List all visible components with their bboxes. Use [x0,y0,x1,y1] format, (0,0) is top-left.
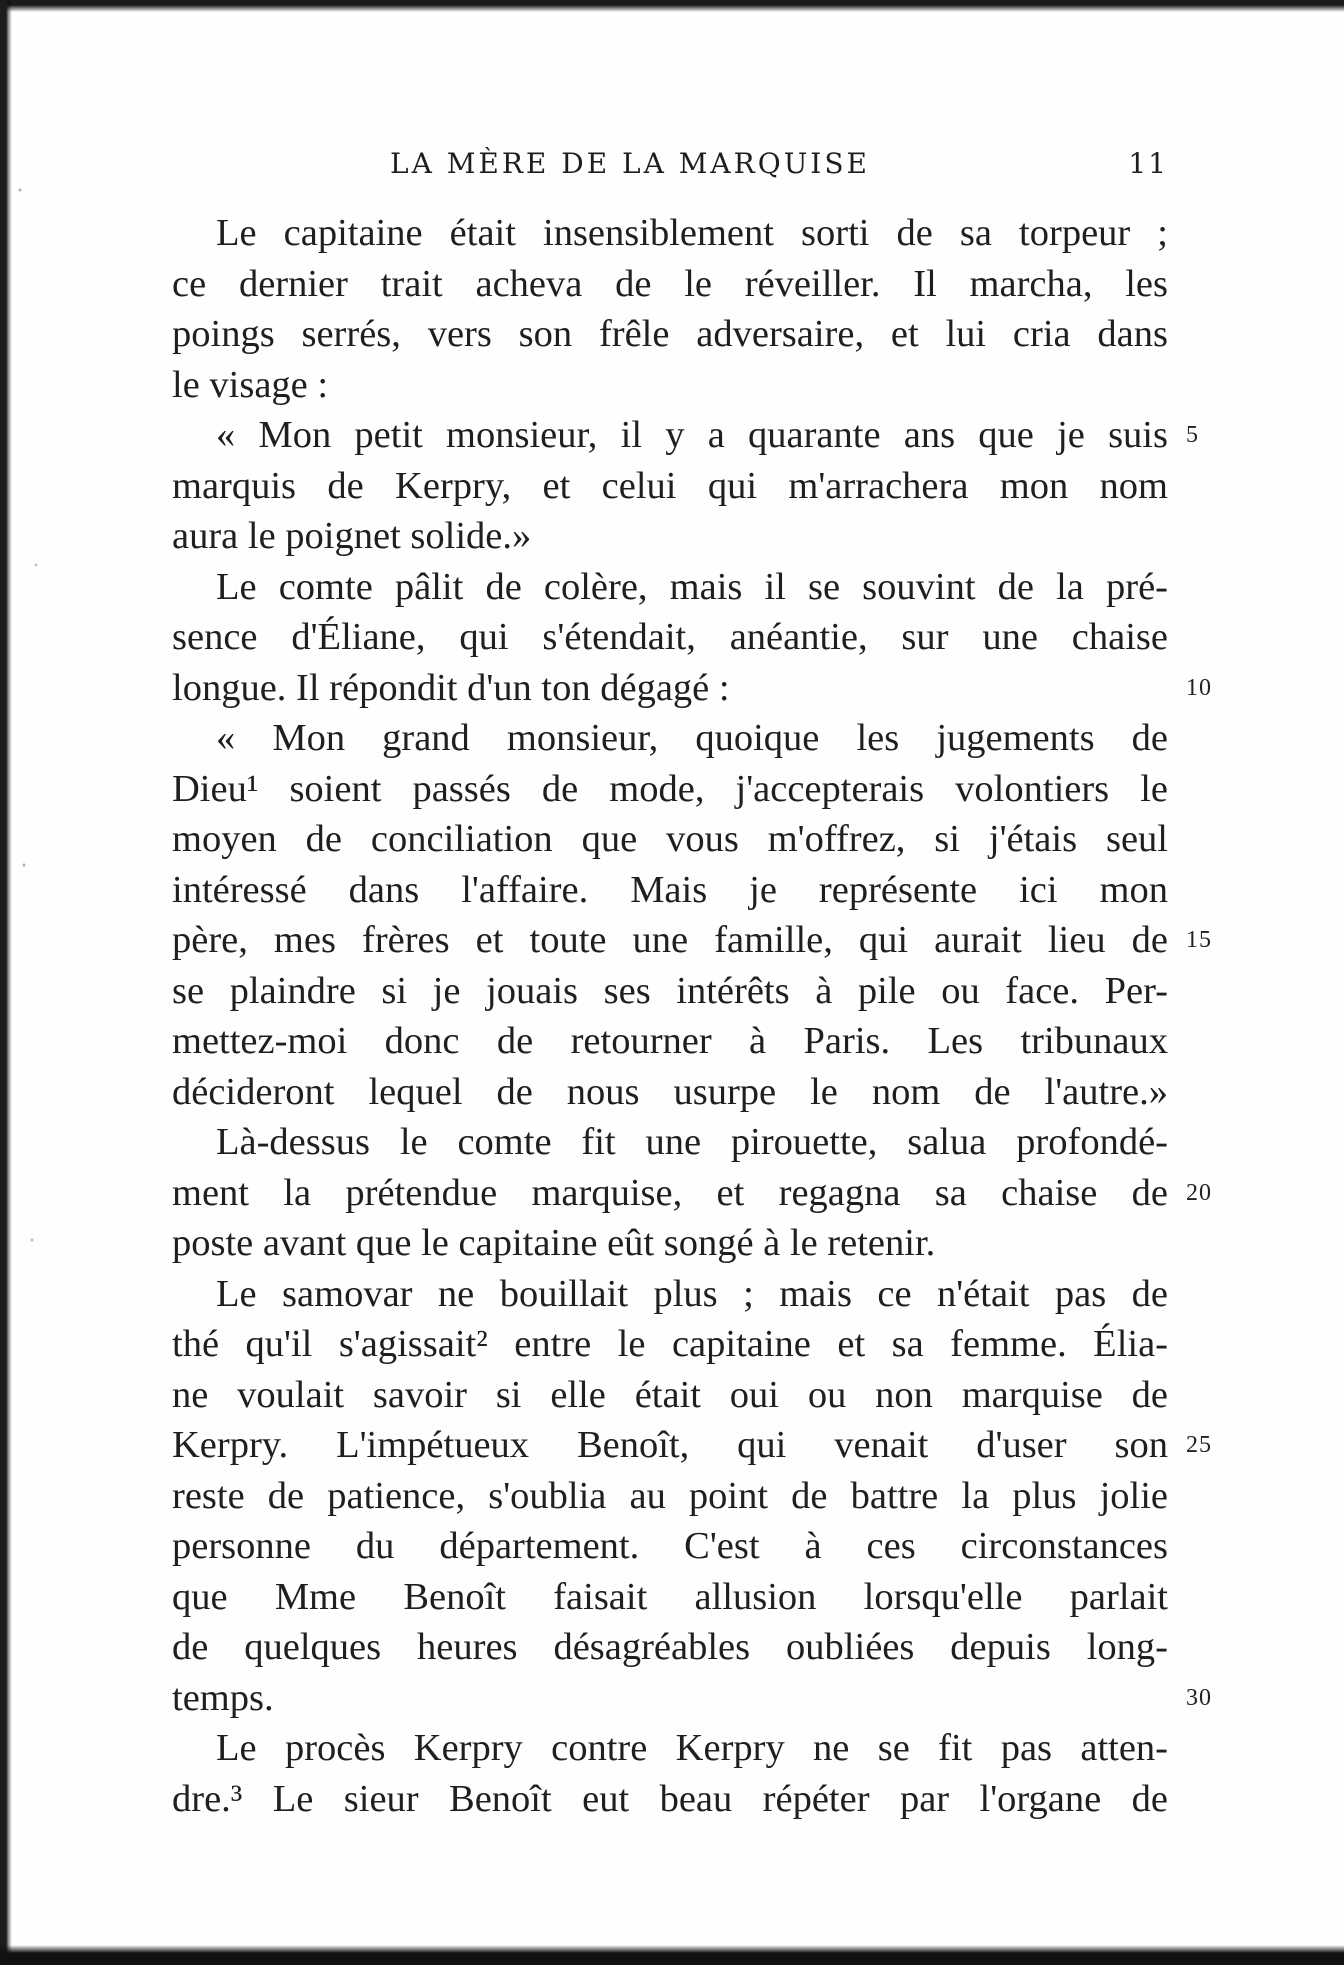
line-text: mettez-moi donc de retourner à Paris. Les tribunaux [172,1020,1168,1062]
line-text: dre.³ Le sieur Benoît eut beau répéter par l'organe de [172,1777,1168,1820]
running-title: LA MÈRE DE LA MARQUISE [390,147,870,180]
line-number: 5 [1186,422,1199,448]
line-text: « Mon petit monsieur, il y a quarante ans que je suis [216,414,1168,456]
line-text: Kerpry. L'impétueux Benoît, qui venait d'user son [172,1424,1168,1466]
line-text: ce dernier trait acheva de le réveiller. Il marcha, les [172,262,1168,305]
line-number: 15 [1186,927,1212,953]
line-text: ment la prétendue marquise, et regagna sa chaise de [172,1171,1168,1214]
line-number: 25 [1186,1432,1212,1458]
text-line [172,1622,1168,1673]
text-line [172,713,1168,764]
text-line [172,865,1168,916]
line-text: temps. [172,1676,274,1719]
text-line [172,966,1168,1017]
text-line [172,814,1168,865]
line-text: intéressé dans l'affaire. Mais je représente ici mon [172,868,1168,911]
text-line [172,663,1212,714]
text-line [172,1016,1168,1067]
scan-edge-top [0,0,1344,12]
line-text: reste de patience, s'oublia au point de battre la plus jolie [172,1474,1168,1517]
line-text: se plaindre si je jouais ses intérêts à pile ou face. Per- [172,969,1168,1012]
line-number: 10 [1186,674,1212,701]
text-line [172,259,1168,310]
text-line [172,1319,1168,1370]
text-line [172,1471,1168,1522]
line-text: décideront lequel de nous usurpe le nom de l'autre.» [172,1070,1168,1113]
text-line [172,1774,1168,1825]
line-text: de quelques heures désagréables oubliées depuis long- [172,1626,1168,1668]
line-number: 20 [1186,1179,1212,1206]
text-line [172,360,1168,411]
text-line [172,208,1168,259]
text-line [172,461,1168,512]
text-line [172,309,1168,360]
text-line [172,1673,1212,1724]
text-line [172,915,1212,966]
text-line [172,1269,1168,1320]
body-text [172,208,1212,1824]
line-text: Dieu¹ soient passés de mode, j'accepterais volontiers le [172,767,1168,810]
line-text: thé qu'il s'agissait² entre le capitaine et sa femme. Élia- [172,1323,1168,1365]
line-text: longue. Il répondit d'un ton dégagé : [172,666,730,709]
line-text: Le samovar ne bouillait plus ; mais ce n'était pas de [216,1272,1168,1315]
line-text: personne du département. C'est à ces circonstances [172,1525,1168,1567]
line-text: ne voulait savoir si elle était oui ou non marquise de [172,1373,1168,1416]
line-text: sence d'Éliane, qui s'étendait, anéantie, sur une chaise [172,616,1168,658]
text-line [172,562,1168,613]
page-number: 11 [1128,147,1168,180]
line-text: moyen de conciliation que vous m'offrez, si j'étais seul [172,818,1168,860]
text-line [172,1117,1168,1168]
text-line [172,1370,1168,1421]
line-text: poste avant que le capitaine eût songé à le retenir. [172,1222,936,1264]
line-text: que Mme Benoît faisait allusion lorsqu'elle parlait [172,1575,1168,1618]
line-text: aura le poignet solide.» [172,515,532,557]
text-line [172,511,1168,562]
scan-edge-left [0,0,12,1965]
text-line [172,1723,1168,1774]
text-line [172,612,1168,663]
text-line [172,410,1199,461]
line-text: le visage : [172,363,329,406]
line-text: marquis de Kerpry, et celui qui m'arrachera mon nom [172,464,1168,507]
text-line [172,1572,1168,1623]
line-text: Là-dessus le comte fit une pirouette, salua profondé- [216,1121,1168,1163]
line-text: Le capitaine était insensiblement sorti de sa torpeur ; [216,212,1168,254]
line-text: Le procès Kerpry contre Kerpry ne se fit pas atten- [216,1727,1168,1769]
line-text: père, mes frères et toute une famille, qui aurait lieu de [172,919,1168,961]
text-line [172,1420,1212,1471]
text-line [172,1218,1168,1269]
text-line [172,1067,1168,1118]
line-number: 30 [1186,1684,1212,1711]
text-line [172,1521,1168,1572]
text-line [172,1168,1212,1219]
line-text: « Mon grand monsieur, quoique les jugements de [216,717,1168,759]
running-head [172,143,1168,183]
scan-speckle [12,40,52,1540]
scan-edge-bottom [0,1945,1344,1965]
line-text: Le comte pâlit de colère, mais il se souvint de la pré- [216,565,1168,608]
text-line [172,764,1168,815]
line-text: poings serrés, vers son frêle adversaire, et lui cria dans [172,313,1168,355]
